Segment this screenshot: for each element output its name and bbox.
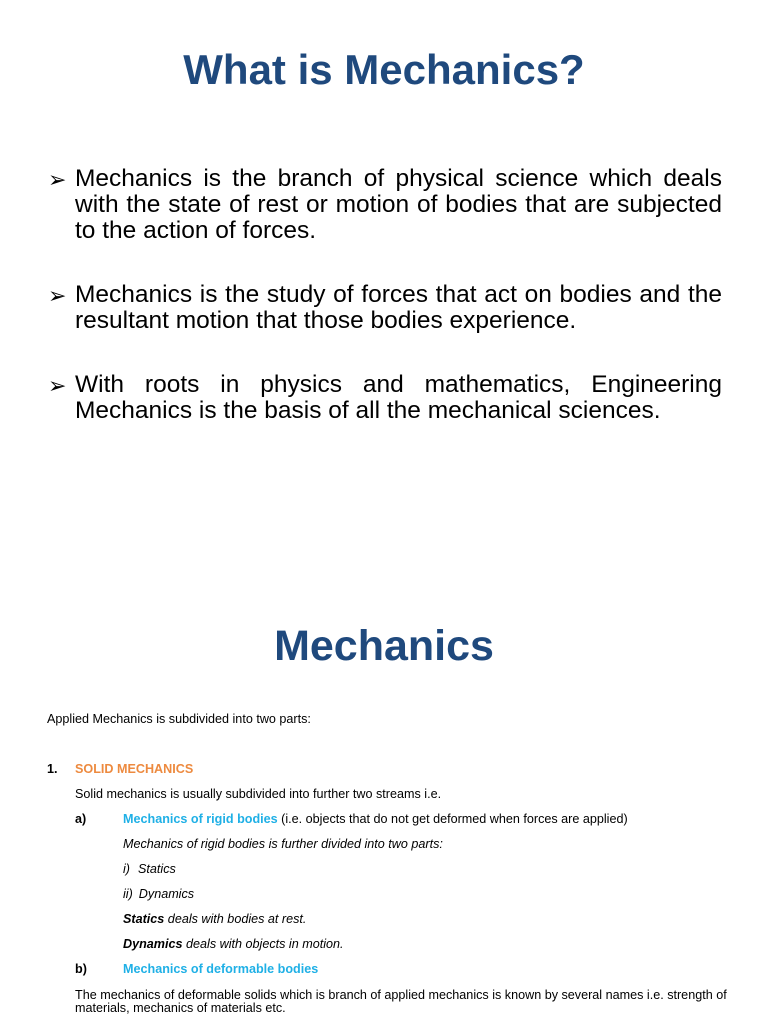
arrow-bullet-icon: ➢	[48, 283, 67, 308]
section-heading: SOLID MECHANICS	[75, 762, 194, 776]
intro-text: Applied Mechanics is subdivided into two parts:	[47, 712, 311, 726]
sub-item-number: i)	[123, 862, 130, 876]
bullet-item	[48, 282, 722, 334]
bullet-text: Mechanics is the study of forces that act on bodies and the resultant motion that those bodies experience.	[75, 281, 722, 334]
sub-item-name: Statics	[138, 862, 176, 876]
item-description: (i.e. objects that do not get deformed when forces are applied)	[277, 812, 628, 826]
sub-item-name: Dynamics	[138, 887, 195, 901]
section-number: 1.	[47, 762, 58, 776]
definition-term: Statics	[123, 912, 165, 926]
bullet-list	[48, 166, 722, 462]
bullet-text: Mechanics is the branch of physical science which deals with the state of rest or motion of bodies that are subjected to the action of forces.	[75, 165, 722, 244]
item-note: Mechanics of rigid bodies is further divided into two parts:	[123, 837, 443, 851]
definition-line	[123, 912, 306, 927]
slide-title: Mechanics	[274, 622, 494, 670]
item-heading: Mechanics of deformable bodies	[123, 962, 319, 976]
sub-item-number: ii)	[123, 887, 133, 901]
item-label: b)	[75, 962, 87, 976]
slide-title: What is Mechanics?	[183, 46, 585, 93]
item-line	[123, 812, 628, 827]
bullet-text: With roots in physics and mathematics, Engineering Mechanics is the basis of all the mechanical sciences.	[75, 371, 722, 424]
sub-item	[123, 862, 176, 877]
arrow-bullet-icon: ➢	[48, 373, 67, 398]
definition-text: deals with bodies at rest.	[164, 912, 307, 926]
closing-text: The mechanics of deformable solids which is branch of applied mechanics is known by several names i.e. strength of materials, mechanics of materials etc.	[75, 988, 727, 1015]
section-text: Solid mechanics is usually subdivided into further two streams i.e.	[75, 787, 442, 801]
definition-line	[123, 937, 344, 952]
slide-mechanics	[0, 560, 768, 1024]
item-label: a)	[75, 812, 87, 826]
item-heading: Mechanics of rigid bodies	[123, 812, 278, 826]
bullet-item	[48, 372, 722, 424]
definition-text: deals with objects in motion.	[182, 937, 344, 951]
arrow-bullet-icon: ➢	[48, 167, 67, 192]
definition-term: Dynamics	[123, 937, 183, 951]
sub-item	[123, 887, 194, 902]
bullet-item	[48, 166, 722, 244]
